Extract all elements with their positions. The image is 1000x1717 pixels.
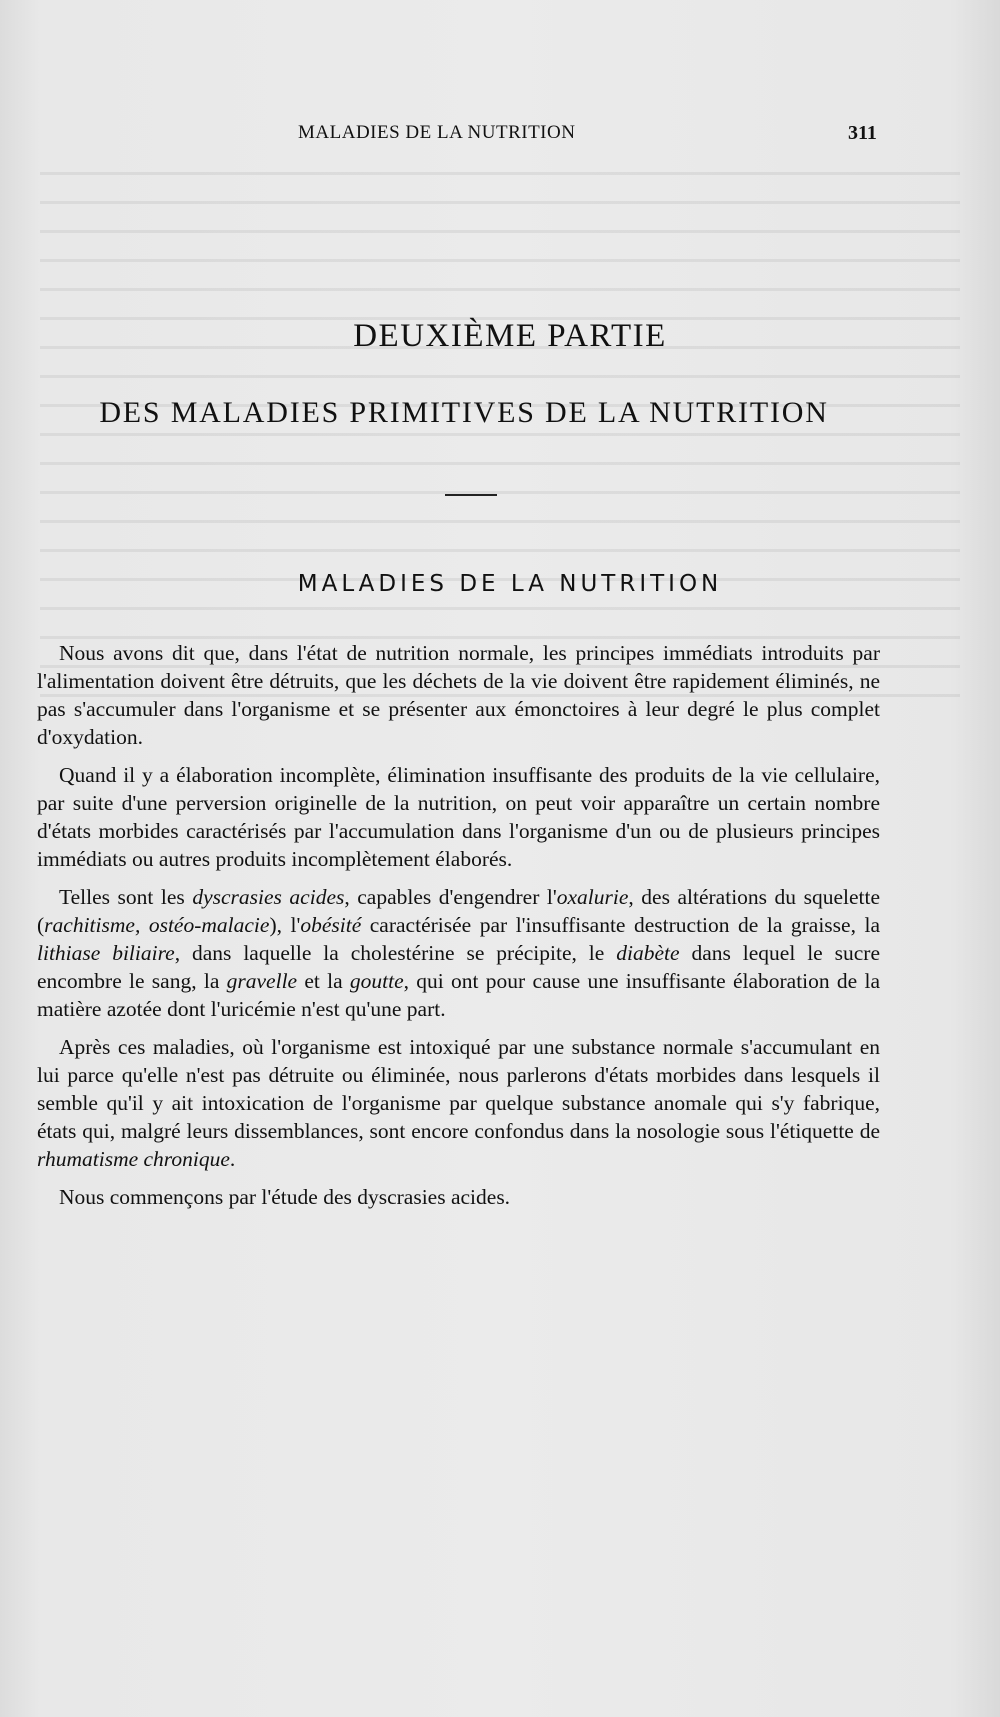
paragraph-5: Nous commençons par l'étude des dyscrasies acides. [59,1185,511,1209]
text-segment: Telles sont les [59,885,193,909]
italic-term: rhumatisme chronique [37,1147,230,1171]
body-text [37,639,880,1221]
italic-term: dyscrasies acides [192,885,345,909]
separator-rule [445,494,497,496]
text-segment: , des altérations du squelette ( [37,885,881,937]
italic-term: rachitisme, ostéo-malacie [44,913,270,937]
text-segment: caractérisée par l'insuffisante destruction de la graisse, la [361,913,880,937]
text-segment: ), l' [269,913,301,937]
paragraph-2: Quand il y a élaboration incomplète, élimination insuffisante des produits de la vie cellulaire, par suite d'une perversion originelle de la nutrition, on peut voir apparaître un certain nombre d'états morbides caractérisés par l'accumulation dans l'organisme d'un ou de plusieurs principes immédiats ou autres produits incomplètement élaborés. [37,763,880,871]
italic-term: gravelle [226,969,298,993]
paragraph-1: Nous avons dit que, dans l'état de nutrition normale, les principes immédiats introduits par l'alimentation doivent être détruits, que les déchets de la vie doivent être rapidement éliminés, ne pas s'accumuler dans l'organisme et se présenter aux émonctoires à leur degré le plus complet d'oxydation. [37,641,880,749]
text-segment: , qui ont pour cause une insuffisante élaboration de la matière azotée dont l'uricémie n'est qu'une part. [37,969,880,1021]
text-segment: , capables d'engendrer l' [344,885,557,909]
paragraph-3 [37,883,880,1023]
text-segment: dans lequel le sucre encombre le sang, la [37,941,880,993]
italic-term: obésité [300,913,362,937]
italic-term: oxalurie [556,885,629,909]
paragraph-4 [37,1033,880,1173]
text-segment: et la [297,969,350,993]
text-segment: , dans laquelle la cholestérine se précipite, le [174,941,617,965]
running-header [0,122,1000,152]
italic-term: diabète [616,941,680,965]
text-segment: . [229,1147,236,1171]
italic-term: lithiase biliaire [37,941,175,965]
italic-term: goutte [349,969,404,993]
section-title: MALADIES DE LA NUTRITION [297,571,723,597]
running-title: MALADIES DE LA NUTRITION [298,122,576,143]
part-title: DEUXIÈME PARTIE [353,318,667,354]
page-number: 311 [848,122,877,144]
bleed-through-shadow [40,150,960,710]
text-segment: Après ces maladies, où l'organisme est intoxiqué par une substance normale s'accumulant en lui parce qu'elle n'est pas détruite ou éliminée, nous parlerons d'états morbides dans lesquels il semble qu'il y ait intoxication de l'organisme par quelque substance anomale qui s'y fabrique, états qui, malgré leurs dissemblances, sont encore confondus dans la nosologie sous l'étiquette de [37,1035,880,1143]
main-title: DES MALADIES PRIMITIVES DE LA NUTRITION [99,396,829,429]
